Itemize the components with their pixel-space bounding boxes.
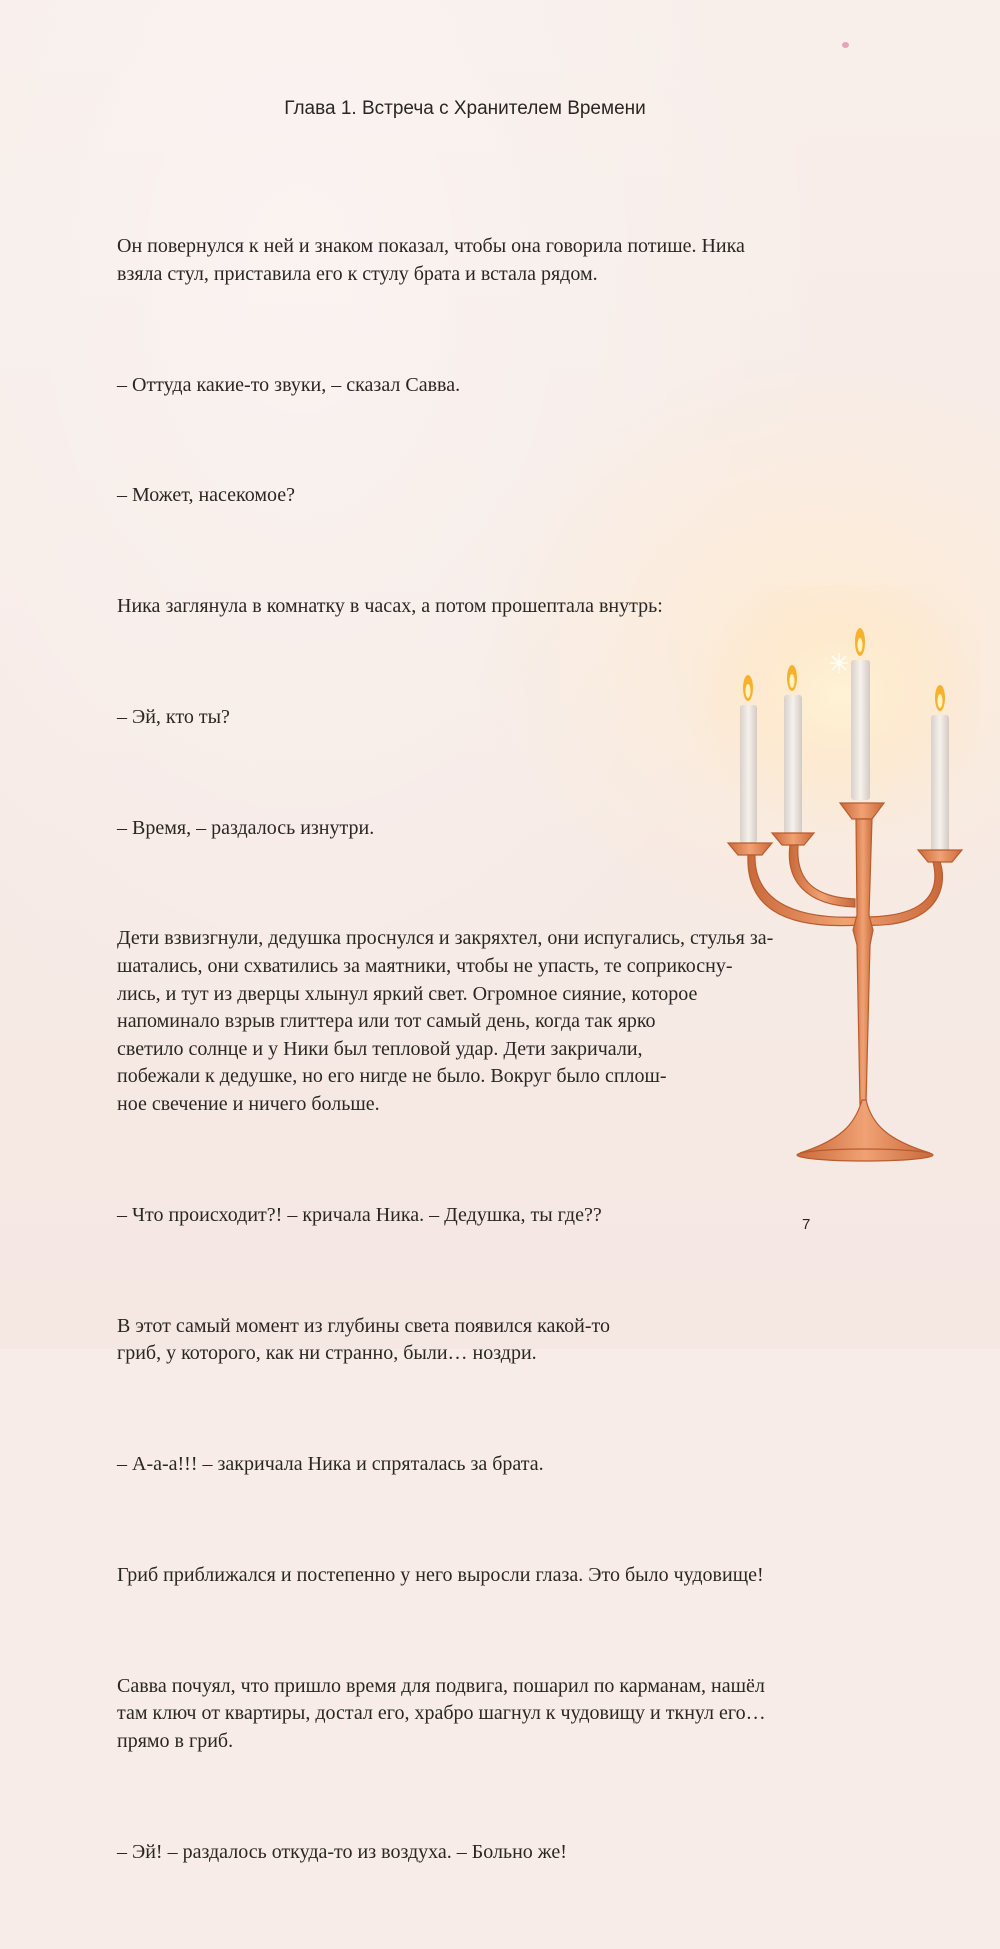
paragraph: В этот самый момент из глубины света появился какой-то гриб, у которого, как ни странно, были… ноздри. — [117, 1314, 610, 1365]
paragraph: – Оттуда какие-то звуки, – сказал Савва. — [117, 373, 461, 396]
chapter-header: Глава 1. Встреча с Хранителем Времени — [284, 98, 646, 119]
page-number: 7 — [802, 1216, 811, 1233]
paragraph: Гриб приближался и постепенно у него выросли глаза. Это было чудовище! — [117, 1563, 764, 1586]
paragraph: Он повернулся к ней и знаком показал, чтобы она говорила потише. Ника взяла стул, приставила его к стулу брата и встала рядом. — [117, 235, 745, 285]
candelabra-body — [728, 803, 962, 1161]
body-text — [117, 178, 773, 1949]
paragraph: Ника заглянула в комнатку в часах, а потом прошептала внутрь: — [117, 595, 663, 618]
paragraph: – Что происходит?! – кричала Ника. – Дедушка, ты где?? — [117, 1203, 602, 1226]
paragraph: – Эй, кто ты? — [117, 705, 230, 728]
paragraph: Савва почуял, что пришло время для подвига, пошарил по карманам, нашёл там ключ от квартиры, достал его, храбро шагнул к чудовищу и ткнул его… прямо в гриб. — [117, 1674, 766, 1752]
candelabra-icon — [690, 585, 980, 1170]
decorative-dot — [842, 42, 849, 48]
paragraph: – А-а-а!!! – закричала Ника и спряталась за брата. — [117, 1452, 544, 1475]
paragraph: – Эй! – раздалось откуда-то из воздуха. – Больно же! — [117, 1840, 567, 1863]
paragraph: Дети взвизгнули, дедушка проснулся и закряхтел, они испугались, стулья за- шатались, они схватились за маятники, чтобы не упасть, те соприкосну- лись, и тут из дверцы хлынул яркий свет. Огромное сияние, которое напоминало взрыв глиттера или тот самый день, когда так ярко светило солнце и у Ники был тепловой удар. Дети закричали, побежали к дедушке, но его нигде не было. Вокруг было сплош- ное свечение и ничего больше. — [117, 927, 774, 1116]
paragraph: – Может, насекомое? — [117, 484, 296, 507]
paragraph: – Время, – раздалось изнутри. — [117, 816, 375, 839]
sparkle-icon — [830, 653, 848, 673]
